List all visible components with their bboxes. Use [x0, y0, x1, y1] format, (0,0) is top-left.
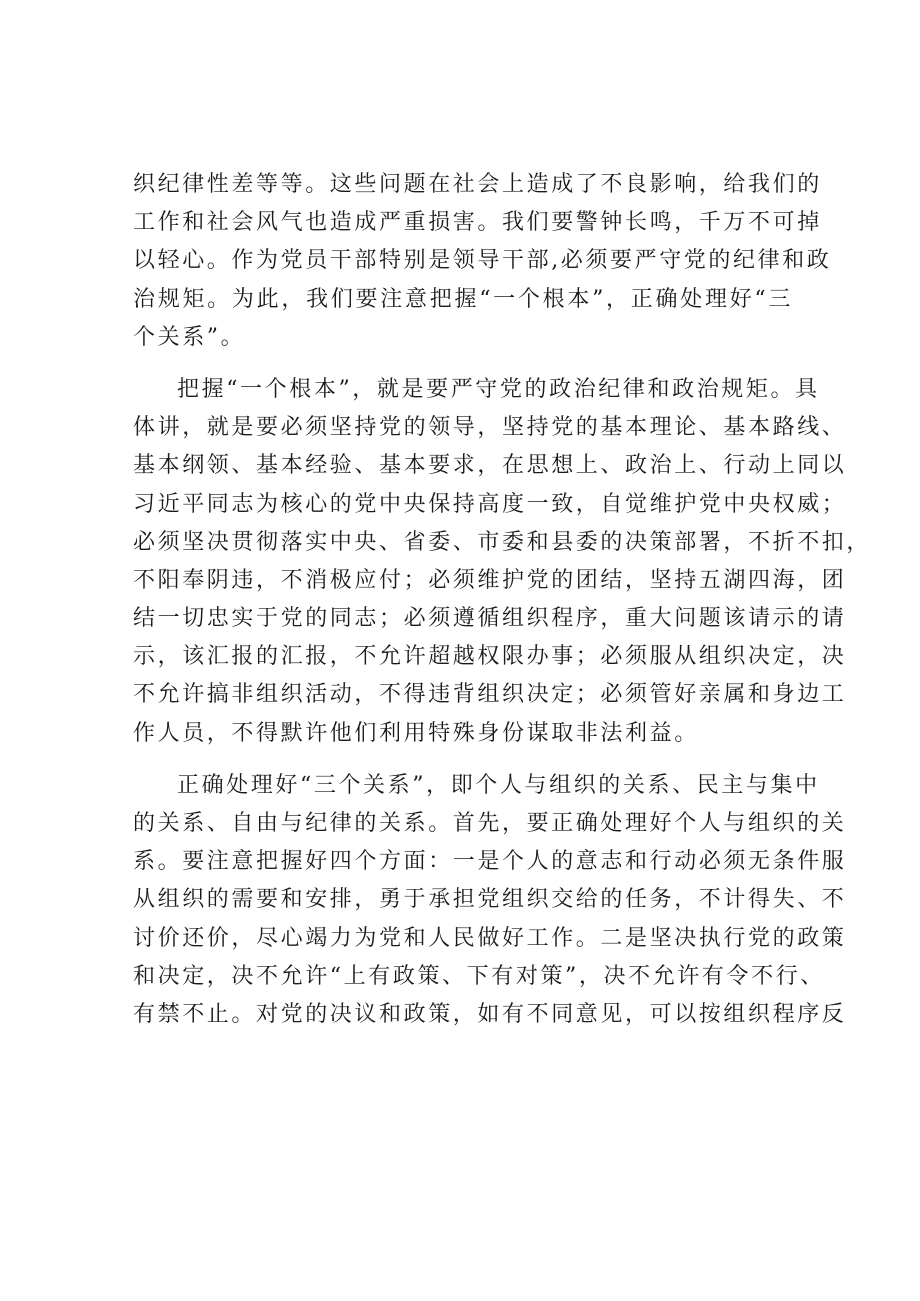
- paragraph-spacer: [133, 753, 793, 767]
- text-line: 不允许搞非组织活动，不得违背组织决定；必须管好亲属和身边工: [133, 682, 847, 708]
- text-line: 治规矩。为此，我们要注意把握“一个根本”，正确处理好“三: [133, 286, 793, 312]
- paragraph-1: [133, 166, 832, 357]
- text-line: 把握“一个根本”，就是要严守党的政治纪律和政治规矩。具: [177, 376, 820, 402]
- text-line: 作人员，不得默许他们利用特殊身份谋取非法利益。: [133, 720, 699, 746]
- text-line: 正确处理好“三个关系”，即个人与组织的关系、民主与集中: [177, 772, 820, 798]
- text-line: 从组织的需要和安排，勇于承担党组织交给的任务，不计得失、不: [133, 887, 847, 913]
- paragraph-spacer: [133, 357, 793, 371]
- text-line: 工作和社会风气也造成严重损害。我们要警钟长鸣，千万不可掉: [133, 210, 822, 236]
- text-line: 的关系、自由与纪律的关系。首先，要正确处理好个人与组织的关: [133, 811, 847, 836]
- text-line: 个关系”。: [133, 324, 246, 350]
- paragraph-3: [133, 767, 847, 1034]
- document-body: [133, 166, 872, 1034]
- text-line: 体讲，就是要必须坚持党的领导，坚持党的基本理论、基本路线、: [133, 415, 847, 441]
- paragraph-2: [133, 371, 872, 753]
- text-line: 不阳奉阴违，不消极应付；必须维护党的团结，坚持五湖四海，团: [133, 567, 847, 593]
- text-line: 讨价还价，尽心竭力为党和人民做好工作。二是坚决执行党的政策: [133, 925, 847, 951]
- text-line: 以轻心。作为党员干部特别是领导干部,必须要严守党的纪律和政: [133, 248, 832, 274]
- text-line: 基本纲领、基本经验、基本要求，在思想上、政治上、行动上同以: [133, 453, 847, 479]
- text-line: 习近平同志为核心的党中央保持高度一致，自觉维护党中央权威；: [133, 491, 847, 517]
- text-line: 和决定，决不允许“上有政策、下有对策”，决不允许有令不行、: [133, 963, 825, 989]
- text-line: 系。要注意把握好四个方面：一是个人的意志和行动必须无条件服: [133, 849, 847, 875]
- text-line: 示，该汇报的汇报，不允许超越权限办事；必须服从组织决定，决: [133, 644, 847, 670]
- text-line: 结一切忠实于党的同志；必须遵循组织程序，重大问题该请示的请: [133, 606, 847, 632]
- text-line: 织纪律性差等等。这些问题在社会上造成了不良影响，给我们的: [133, 172, 822, 197]
- text-line: 有禁不止。对党的决议和政策，如有不同意见，可以按组织程序反: [133, 1001, 847, 1027]
- text-line: 必须坚决贯彻落实中央、省委、市委和县委的决策部署，不折不扣，: [133, 529, 872, 555]
